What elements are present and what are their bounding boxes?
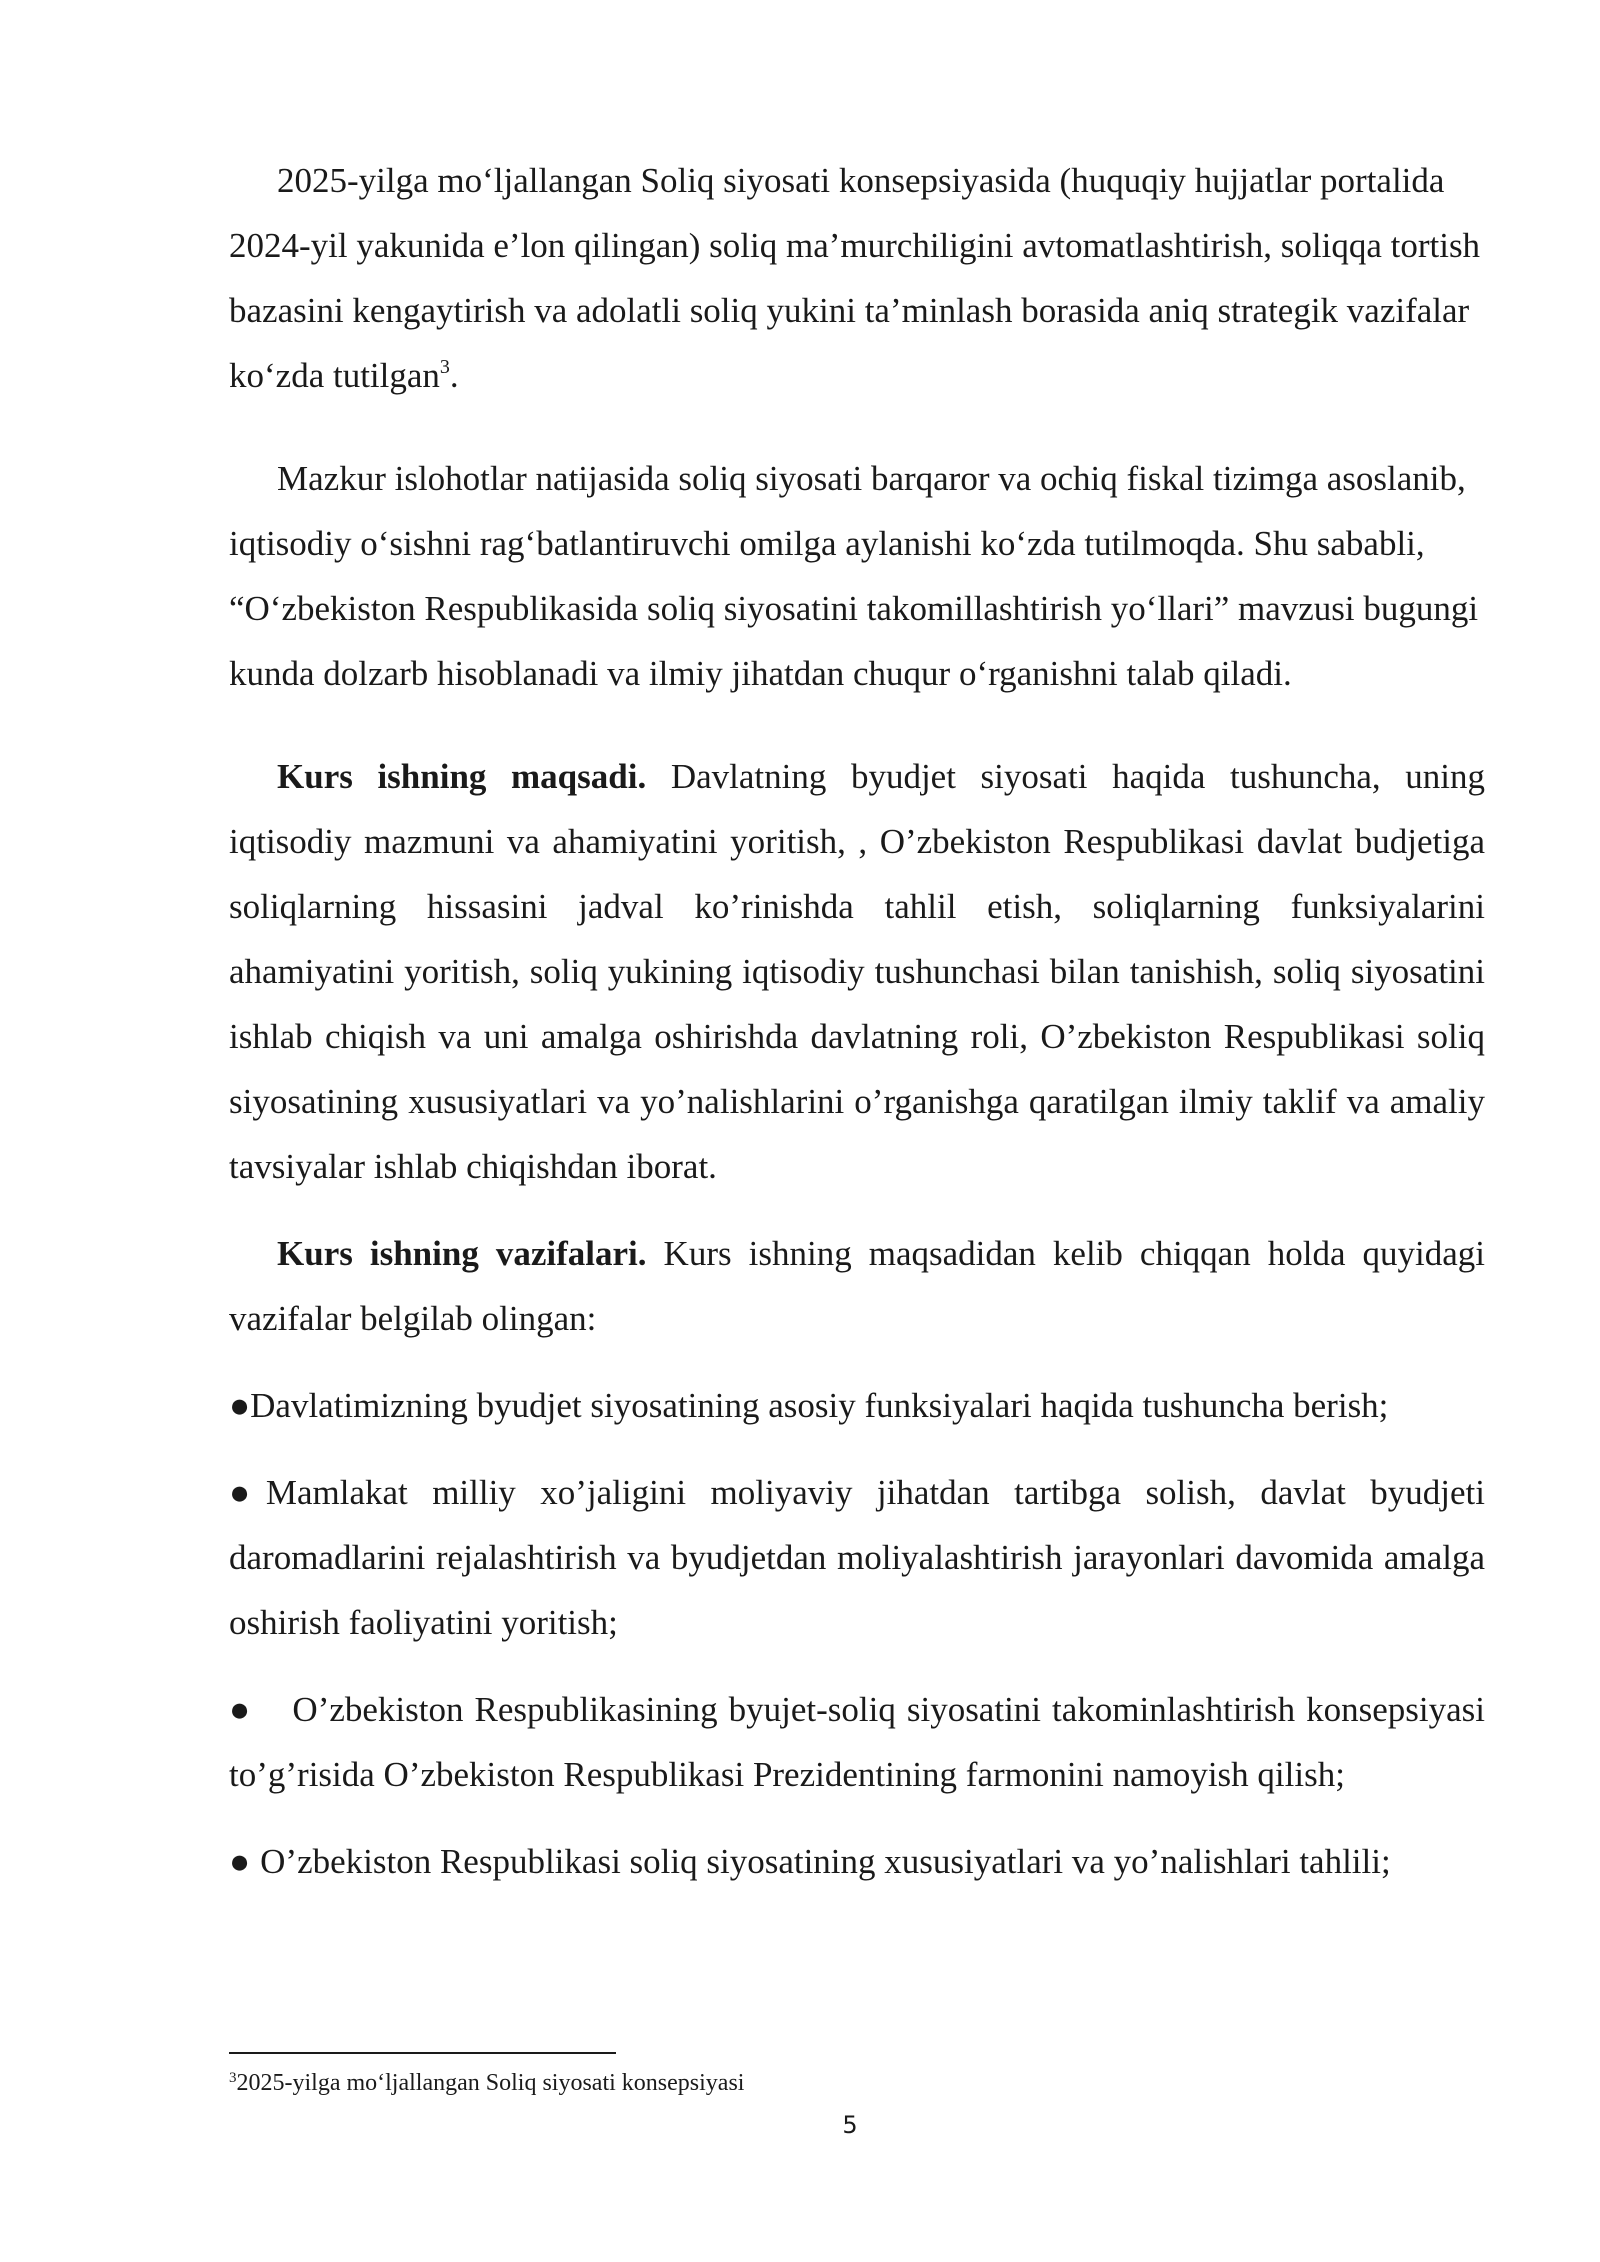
bullet-icon: ●: [229, 1386, 251, 1425]
list-item: [229, 1373, 1485, 1438]
bullet-icon: ●: [229, 1690, 253, 1729]
paragraph-goal: [229, 744, 1485, 1199]
footnote-separator: [229, 2052, 616, 2054]
list-item-text: Mamlakat milliy xo’jaligini moliyaviy jihatdan tartibga solish, davlat byudjeti daromadlarini rejalashtirish va byudjetdan moliyalashtirish jarayonlari davomida amalga oshirish faoliyatini yoritish;: [229, 1473, 1486, 1642]
bullet-icon: ●: [229, 1473, 266, 1512]
paragraph-tasks: [229, 1221, 1485, 1351]
footnote-reference[interactable]: 3: [439, 356, 450, 378]
page-number: 5: [842, 2111, 858, 2139]
list-item-text: O’zbekiston Respublikasining byujet-soliq siyosatini takominlashtirish konsepsiyasi to’g’risida O’zbekiston Respublikasi Prezidentining farmonini namoyish qilish;: [229, 1690, 1485, 1794]
tasks-text: Kurs ishning maqsadidan kelib chiqqan holda quyidagi vazifalar belgilab olingan:: [229, 1234, 1486, 1338]
goal-text: Davlatning byudjet siyosati haqida tushuncha, uning iqtisodiy mazmuni va ahamiyatini yoritish, , O’zbekiston Respublikasi davlat budjetiga soliqlarning hissasini jadval ko’rinishda tahlil etish, soliqlarning funksiyalarini ahamiyatini yoritish, soliq yukining iqtisodiy tushunchasi bilan tanishish, soliq siyosatini ishlab chiqish va uni amalga oshirishda davlatning roli, O’zbekiston Respublikasi soliq siyosatining xususiyatlari va yo’nalishlarini o’rganishga qaratilgan ilmiy taklif va amaliy tavsiyalar ishlab chiqishdan iborat.: [229, 757, 1485, 1186]
footnote-number: 3: [229, 2070, 237, 2086]
list-item-text: Davlatimizning byudjet siyosatining asosiy funksiyalari haqida tushuncha berish;: [250, 1386, 1389, 1425]
list-item: [229, 1829, 1485, 1894]
bullet-icon: ●: [229, 1842, 251, 1881]
paragraph-text: 2025-yilga mo‘ljallangan Soliq siyosati konsepsiyasida (huquqiy hujjatlar portalida 2024-yil yakunida e’lon qilingan) soliq ma’murchiligini avtomatlashtirish, soliqqa tortish bazasini kengaytirish va adolatli soliq yukini ta’minlash borasida aniq strategik vazifalar ko‘zda tutilgan: [229, 161, 1481, 395]
paragraph-end: .: [449, 356, 459, 395]
page-body: [229, 148, 1485, 1916]
list-item: [229, 1677, 1485, 1807]
footnote-text: 2025-yilga mo‘ljallangan Soliq siyosati konsepsiyasi: [236, 2070, 745, 2096]
list-item: [229, 1460, 1485, 1655]
paragraph-reforms: Mazkur islohotlar natijasida soliq siyosati barqaror va ochiq fiskal tizimga asoslanib, iqtisodiy o‘sishni rag‘batlantiruvchi omilga aylanishi ko‘zda tutilmoqda. Shu sababli, “O‘zbekiston Respublikasida soliq siyosatini takomillashtirish yo‘llari” mavzusi bugungi kunda dolzarb hisoblanadi va ilmiy jihatdan chuqur o‘rganishni talab qiladi.: [229, 459, 1479, 693]
list-item-text: O’zbekiston Respublikasi soliq siyosatining xususiyatlari va yo’nalishlari tahlili;: [260, 1842, 1391, 1881]
paragraph-concept-2025: [229, 148, 1485, 408]
footnote: [229, 2068, 744, 2098]
goal-heading: Kurs ishning maqsadi.: [277, 757, 647, 796]
tasks-heading: Kurs ishning vazifalari.: [277, 1234, 647, 1273]
